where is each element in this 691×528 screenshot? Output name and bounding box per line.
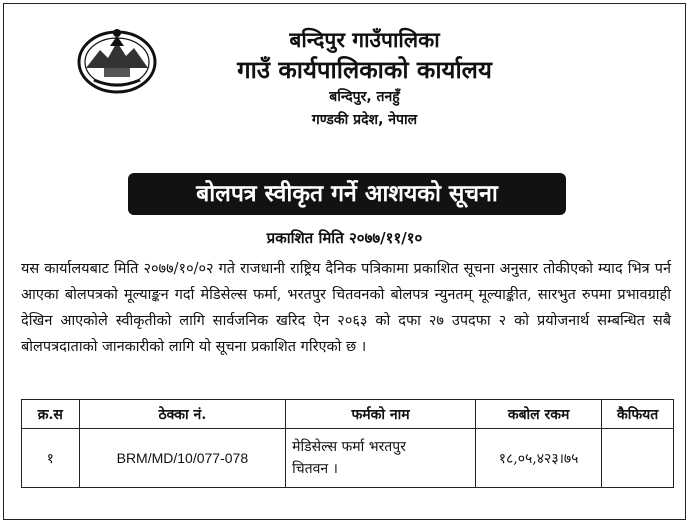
office-header — [4, 26, 685, 132]
table-header-row — [22, 400, 674, 429]
cell-serial: १ — [22, 429, 80, 488]
firm-name-line2: चितवन । — [292, 461, 338, 477]
firm-name-line1: मेडिसेल्स फर्मा भरतपुर — [292, 439, 406, 455]
header-firm-name: फर्मको नाम — [286, 400, 476, 429]
published-date: प्रकाशित मिति २०७७/११/१० — [266, 229, 423, 247]
cell-bid-amount: १८,०५,४२३।७५ — [475, 429, 601, 488]
notice-body: यस कार्यालयबाट मिति २०७७/१०/०२ गते राजधानी राष्ट्रिय दैनिक पत्रिकामा प्रकाशित सूचना अनुसार तोकीएको म्याद भित्र पर्न आएका बोलपत्रको मूल्याङ्कन गर्दा मेडिसेल्स फर्मा, भरतपुर चितवनको बोलपत्र न्युनतम् मूल्याङ्कीत, सारभुत रुपमा प्रभावग्राही देखिन आएकोले स्वीकृतीको लागि सार्वजनिक खरिद ऐन २०६३ को दफा २७ उपदफा २ को प्रयोजनार्थ सम्बन्धित सबै बोलपत्रदाताको जानकारीको लागि यो सूचना प्रकाशित गरिएको छ । — [21, 261, 671, 355]
header-bid-amount: कबोल रकम — [475, 400, 601, 429]
municipality-name: बन्दिपुर गाउँपालिका — [289, 28, 440, 52]
office-address: बन्दिपुर, तनहुँ — [329, 89, 400, 105]
notice-page — [3, 3, 686, 520]
notice-table — [21, 399, 674, 488]
office-name: गाउँ कार्यपालिकाको कार्यालय — [237, 56, 492, 84]
cell-firm-name — [286, 429, 476, 488]
cell-remarks — [602, 429, 674, 488]
table-row — [22, 429, 674, 488]
cell-contract-no: BRM/MD/10/077-078 — [79, 429, 286, 488]
header-serial: क्र.स — [22, 400, 80, 429]
notice-title: बोलपत्र स्वीकृत गर्ने आशयको सूचना — [128, 173, 566, 215]
header-remarks: कैफियत — [602, 400, 674, 429]
header-contract-no: ठेक्का नं. — [79, 400, 286, 429]
office-province: गण्डकी प्रदेश, नेपाल — [311, 112, 418, 128]
